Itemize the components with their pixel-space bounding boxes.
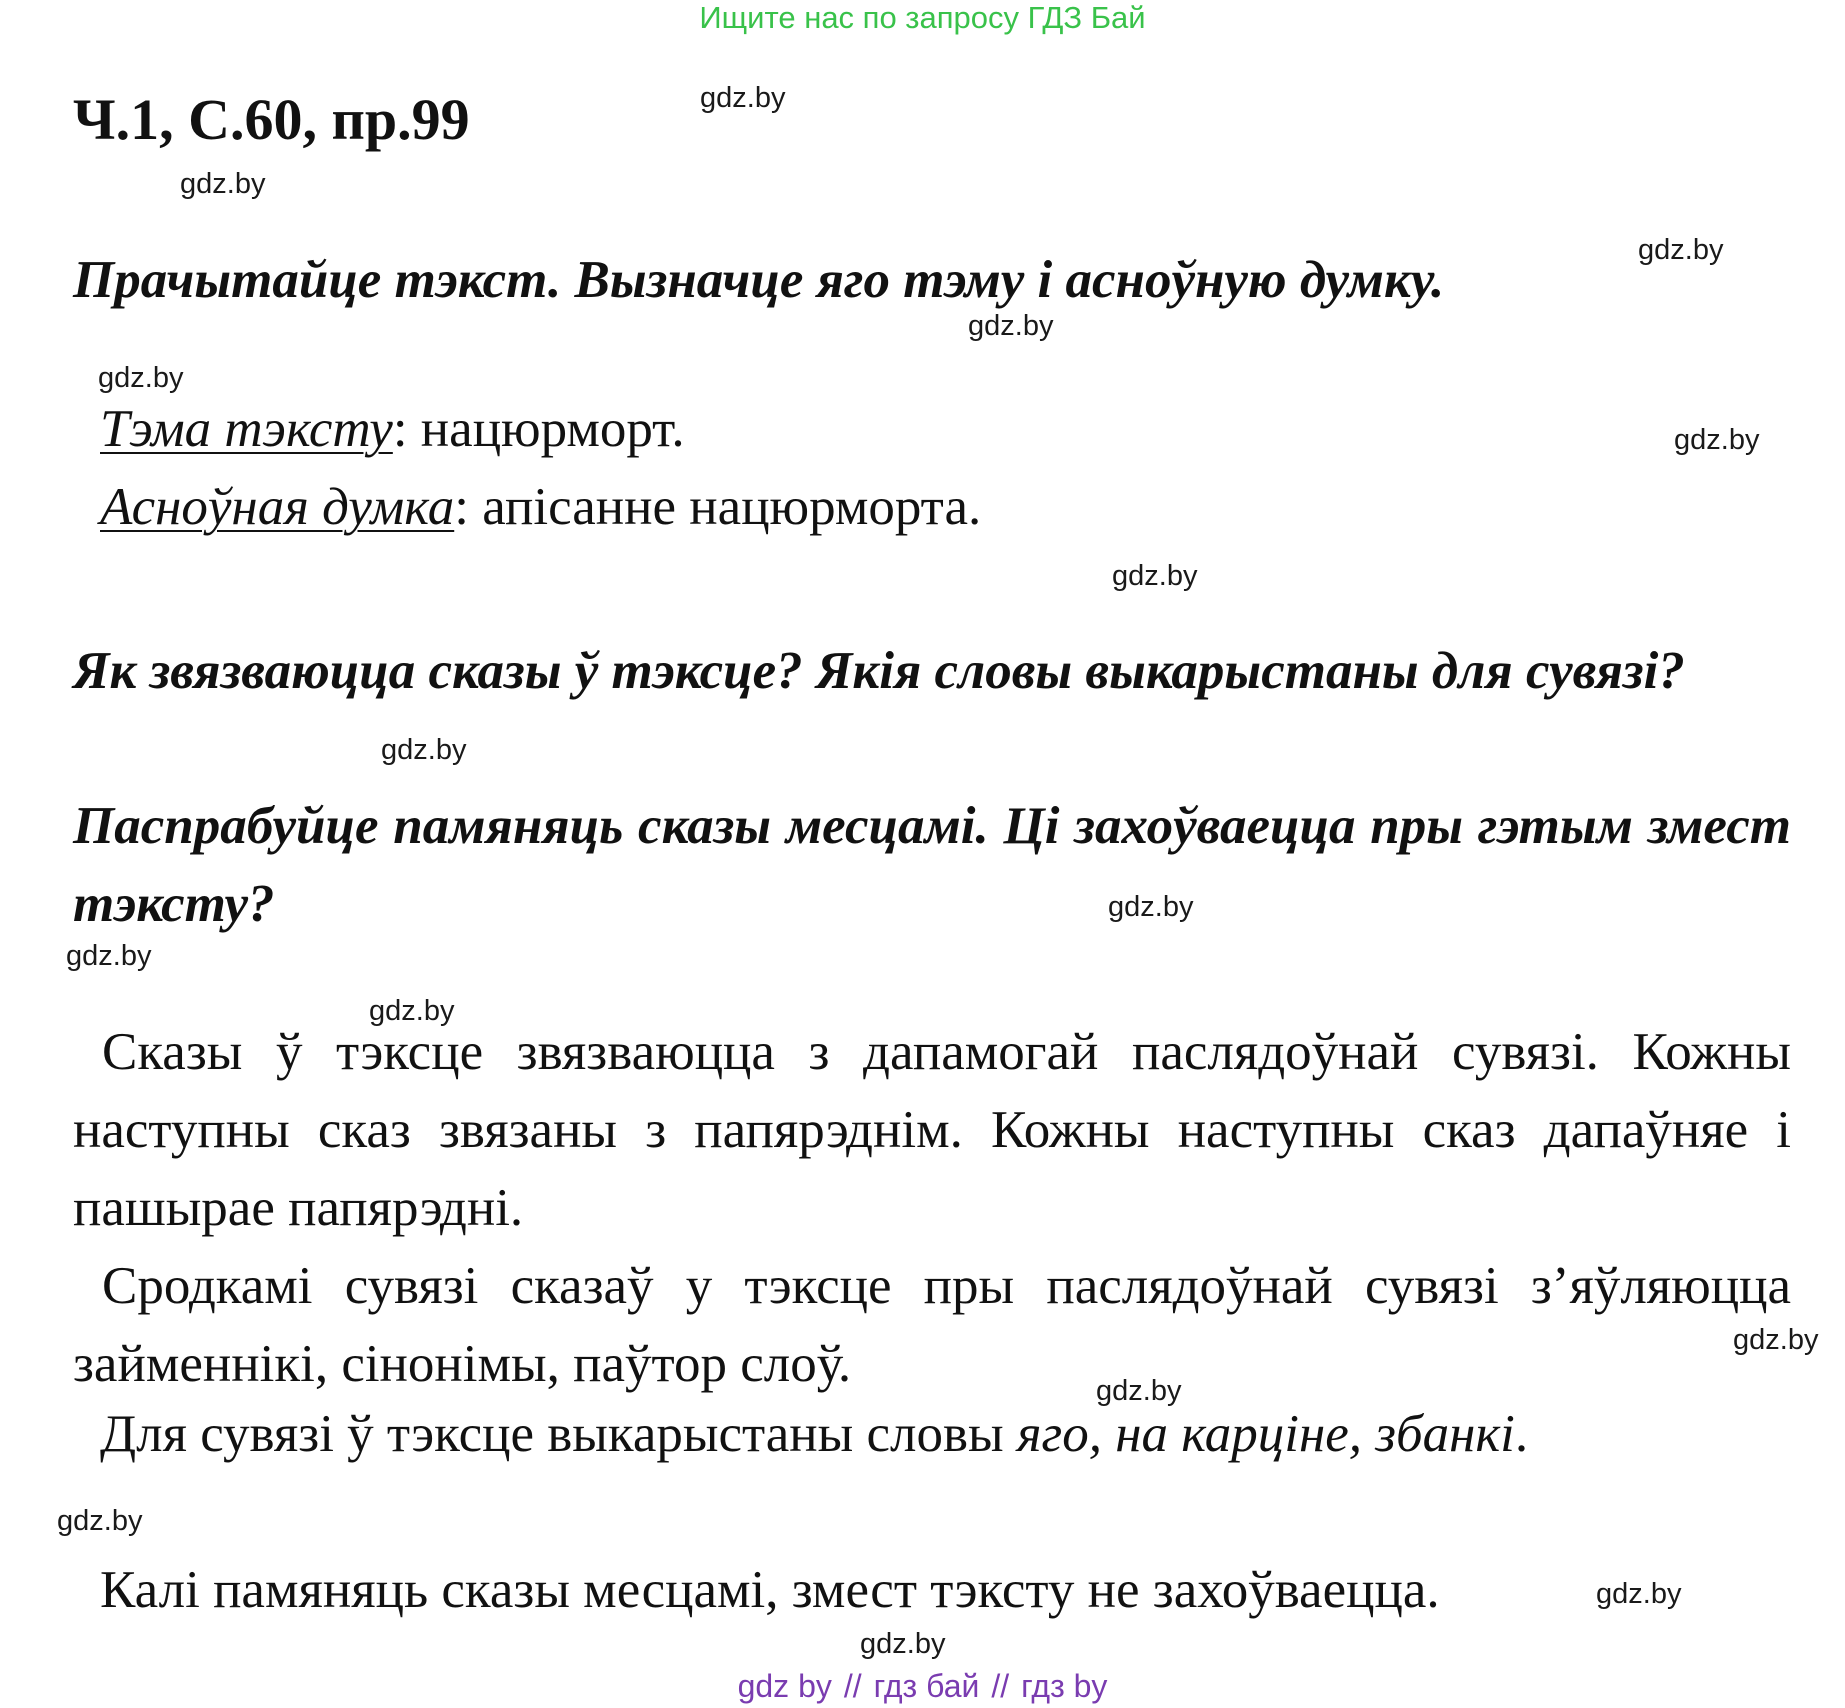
watermark: gdz.by <box>1112 560 1198 592</box>
answer-paragraph-1: Сказы ў тэксце звязваюцца з дапамогай паслядоўнай сувязі. Кожны наступны сказ звязаны з папярэднім. Кожны наступны сказ дапаўняе і пашырае папярэдні. <box>73 1023 1791 1237</box>
main-idea-label: Асноўная думка <box>100 478 455 536</box>
watermark: gdz.by <box>57 1505 143 1537</box>
watermark: gdz.by <box>700 82 786 114</box>
answer-3-end: . <box>1514 1405 1529 1463</box>
theme-label: Тэма тэксту <box>100 400 393 458</box>
main-idea-value: : апісанне нацюрморта. <box>454 478 982 536</box>
footer-link-1[interactable]: gdz by <box>737 1668 832 1704</box>
footer-separator: // <box>991 1668 1010 1704</box>
watermark: gdz.by <box>1638 234 1724 266</box>
watermark: gdz.by <box>180 168 266 200</box>
task-instruction-2: Як звязваюцца сказы ў тэксце? Якія словы выкарыстаны для сувязі? <box>73 642 1685 700</box>
answer-paragraph-4: Калі памяняць сказы месцамі, змест тэксту не захоўваецца. <box>100 1561 1440 1619</box>
watermark: gdz.by <box>1596 1578 1682 1610</box>
watermark: gdz.by <box>369 995 455 1027</box>
watermark: gdz.by <box>1674 424 1760 456</box>
main-idea-line <box>100 477 981 537</box>
task-instruction-3: Паспрабуйце памяняць сказы месцамі. Ці захоўваецца пры гэтым змест тэксту? <box>73 797 1791 933</box>
watermark: gdz.by <box>1733 1324 1819 1356</box>
answer-3-words: яго, на карціне, збанкі <box>1016 1405 1515 1463</box>
answer-3-text: Для сувязі ў тэксце выкарыстаны словы <box>100 1405 1017 1463</box>
page-title: Ч.1, С.60, пр.99 <box>73 87 470 152</box>
watermark: gdz.by <box>98 362 184 394</box>
watermark: gdz.by <box>968 310 1054 342</box>
watermark: gdz.by <box>66 940 152 972</box>
theme-value: : нацюрморт. <box>392 400 685 458</box>
footer-links <box>0 1668 1845 1705</box>
answer-paragraph-2: Сродкамі сувязі сказаў у тэксце пры паслядоўнай сувязі з’яўляюцца займеннікі, сінонімы, паўтор слоў. <box>73 1257 1791 1393</box>
answer-paragraph-3 <box>100 1404 1528 1464</box>
footer-separator: // <box>843 1668 862 1704</box>
watermark: gdz.by <box>860 1628 946 1660</box>
watermark: gdz.by <box>1108 891 1194 923</box>
footer-link-3[interactable]: гдз by <box>1021 1668 1108 1704</box>
search-banner: Ищите нас по запросу ГДЗ Бай <box>699 0 1146 35</box>
footer-link-2[interactable]: гдз бай <box>873 1668 980 1704</box>
watermark: gdz.by <box>381 734 467 766</box>
theme-line <box>100 399 685 459</box>
task-instruction-1: Прачытайце тэкст. Вызначце яго тэму і асноўную думку. <box>73 251 1445 309</box>
watermark: gdz.by <box>1096 1375 1182 1407</box>
